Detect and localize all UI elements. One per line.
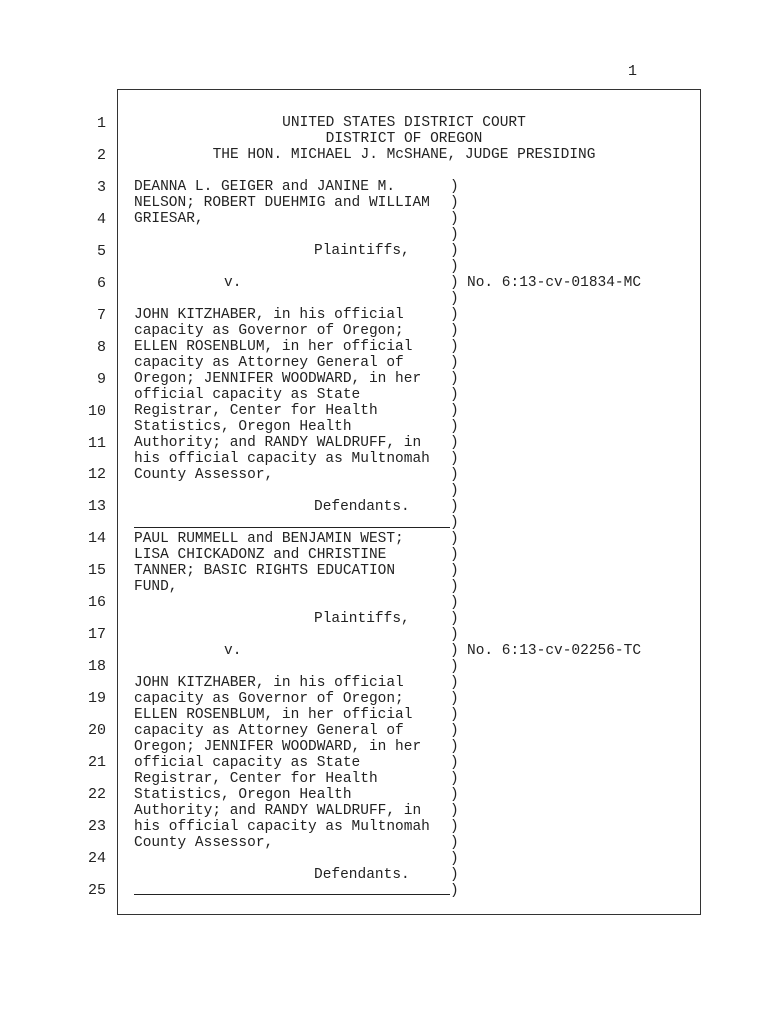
defendant-name-line: Oregon; JENNIFER WOODWARD, in her	[134, 371, 422, 387]
caption-paren: )	[450, 835, 459, 851]
line-number: 9	[96, 370, 106, 388]
caption-paren: )	[450, 435, 459, 451]
defendant-name-line: Oregon; JENNIFER WOODWARD, in her	[134, 739, 422, 755]
caption-paren: )	[450, 259, 459, 275]
caption-paren: )	[450, 819, 459, 835]
plaintiffs-label: Plaintiffs,	[314, 611, 410, 627]
caption-paren: )	[450, 739, 459, 755]
line-number: 19	[87, 690, 106, 708]
caption-paren: )	[450, 883, 459, 899]
caption-paren: )	[450, 483, 459, 499]
defendant-name-line: Registrar, Center for Health	[134, 771, 378, 787]
caption-paren: )	[450, 675, 459, 691]
versus: v.	[224, 275, 242, 291]
caption-paren: )	[450, 723, 459, 739]
defendant-name-line: JOHN KITZHABER, in his official	[134, 675, 404, 691]
caption-divider-rule	[134, 527, 450, 528]
caption-paren: )	[450, 211, 459, 227]
caption-paren: )	[450, 355, 459, 371]
caption-paren: )	[450, 771, 459, 787]
line-number: 18	[87, 658, 106, 676]
defendant-name-line: capacity as Governor of Oregon;	[134, 323, 404, 339]
defendant-name-line: Authority; and RANDY WALDRUFF, in	[134, 803, 422, 819]
defendant-name-line: official capacity as State	[134, 387, 361, 403]
plaintiff-name-line: TANNER; BASIC RIGHTS EDUCATION	[134, 563, 396, 579]
caption-paren: )	[450, 659, 459, 675]
plaintiff-name-line: LISA CHICKADONZ and CHRISTINE	[134, 547, 387, 563]
caption-paren: )	[450, 451, 459, 467]
caption-paren: )	[450, 227, 459, 243]
case-number: No. 6:13-cv-01834-MC	[467, 275, 642, 291]
court-district: DISTRICT OF OREGON	[325, 131, 483, 147]
caption-paren: )	[450, 419, 459, 435]
caption-paren: )	[450, 467, 459, 483]
caption-paren: )	[450, 643, 459, 659]
caption-paren: )	[450, 867, 459, 883]
plaintiff-name-line: DEANNA L. GEIGER and JANINE M.	[134, 179, 396, 195]
defendants-label: Defendants.	[314, 867, 410, 883]
caption-paren: )	[450, 195, 459, 211]
caption-paren: )	[450, 691, 459, 707]
line-number: 23	[87, 817, 106, 835]
defendant-name-line: Statistics, Oregon Health	[134, 419, 352, 435]
line-number: 12	[87, 466, 106, 484]
versus: v.	[224, 643, 242, 659]
caption-paren: )	[450, 371, 459, 387]
line-number: 25	[87, 881, 106, 899]
line-number: 15	[87, 562, 106, 580]
caption-paren: )	[450, 339, 459, 355]
line-number: 21	[87, 754, 106, 771]
defendant-name-line: ELLEN ROSENBLUM, in her official	[134, 339, 413, 355]
line-number: 20	[87, 722, 106, 740]
plaintiff-name-line: NELSON; ROBERT DUEHMIG and WILLIAM	[134, 195, 430, 211]
plaintiffs-label: Plaintiffs,	[314, 243, 410, 259]
defendant-name-line: Statistics, Oregon Health	[134, 787, 352, 803]
defendant-name-line: capacity as Attorney General of	[134, 723, 404, 739]
defendant-name-line: ELLEN ROSENBLUM, in her official	[134, 707, 413, 723]
line-number: 6	[96, 274, 106, 292]
caption-paren: )	[450, 291, 459, 307]
line-number: 8	[96, 338, 106, 356]
presiding-judge: THE HON. MICHAEL J. McSHANE, JUDGE PRESIDING	[212, 147, 596, 163]
caption-paren: )	[450, 787, 459, 803]
caption-paren: )	[450, 179, 459, 195]
defendant-name-line: capacity as Governor of Oregon;	[134, 691, 404, 707]
caption-paren: )	[450, 403, 459, 419]
defendant-name-line: County Assessor,	[134, 467, 274, 483]
caption-paren: )	[450, 707, 459, 723]
line-number: 1	[96, 115, 106, 132]
caption-paren: )	[450, 275, 459, 291]
court-name: UNITED STATES DISTRICT COURT	[282, 115, 526, 131]
caption-paren: )	[450, 547, 459, 563]
line-number: 11	[87, 434, 106, 452]
caption-paren: )	[450, 755, 459, 771]
caption-paren: )	[450, 531, 459, 547]
line-number: 10	[87, 402, 106, 420]
defendant-name-line: his official capacity as Multnomah	[134, 451, 430, 467]
line-number: 4	[96, 210, 106, 228]
line-number: 7	[96, 306, 106, 324]
defendant-name-line: official capacity as State	[134, 755, 361, 771]
plaintiff-name-line: GRIESAR,	[134, 211, 204, 227]
caption-paren: )	[450, 579, 459, 595]
caption-paren: )	[450, 499, 459, 515]
defendant-name-line: Authority; and RANDY WALDRUFF, in	[134, 435, 422, 451]
page-number: 1	[628, 63, 638, 80]
caption-paren: )	[450, 307, 459, 323]
plaintiff-name-line: FUND,	[134, 579, 178, 595]
case-number: No. 6:13-cv-02256-TC	[467, 643, 642, 659]
caption-paren: )	[450, 595, 459, 611]
caption-paren: )	[450, 627, 459, 643]
line-number: 3	[96, 178, 106, 196]
defendant-name-line: JOHN KITZHABER, in his official	[134, 307, 404, 323]
caption-paren: )	[450, 803, 459, 819]
caption-paren: )	[450, 611, 459, 627]
caption-end-rule	[134, 894, 450, 895]
line-number: 5	[96, 242, 106, 260]
caption-paren: )	[450, 515, 459, 531]
caption-paren: )	[450, 851, 459, 867]
defendant-name-line: his official capacity as Multnomah	[134, 819, 430, 835]
caption-paren: )	[450, 323, 459, 339]
line-number: 16	[87, 594, 106, 612]
caption-paren: )	[450, 563, 459, 579]
caption-paren: )	[450, 243, 459, 259]
line-number: 2	[96, 146, 106, 164]
line-number: 13	[87, 498, 106, 516]
defendant-name-line: Registrar, Center for Health	[134, 403, 378, 419]
line-number: 22	[87, 785, 106, 803]
defendants-label: Defendants.	[314, 499, 410, 515]
line-number: 17	[87, 626, 106, 644]
line-number: 24	[87, 849, 106, 867]
caption-paren: )	[450, 387, 459, 403]
defendant-name-line: County Assessor,	[134, 835, 274, 851]
plaintiff-name-line: PAUL RUMMELL and BENJAMIN WEST;	[134, 531, 404, 547]
line-number: 14	[87, 530, 106, 548]
defendant-name-line: capacity as Attorney General of	[134, 355, 404, 371]
